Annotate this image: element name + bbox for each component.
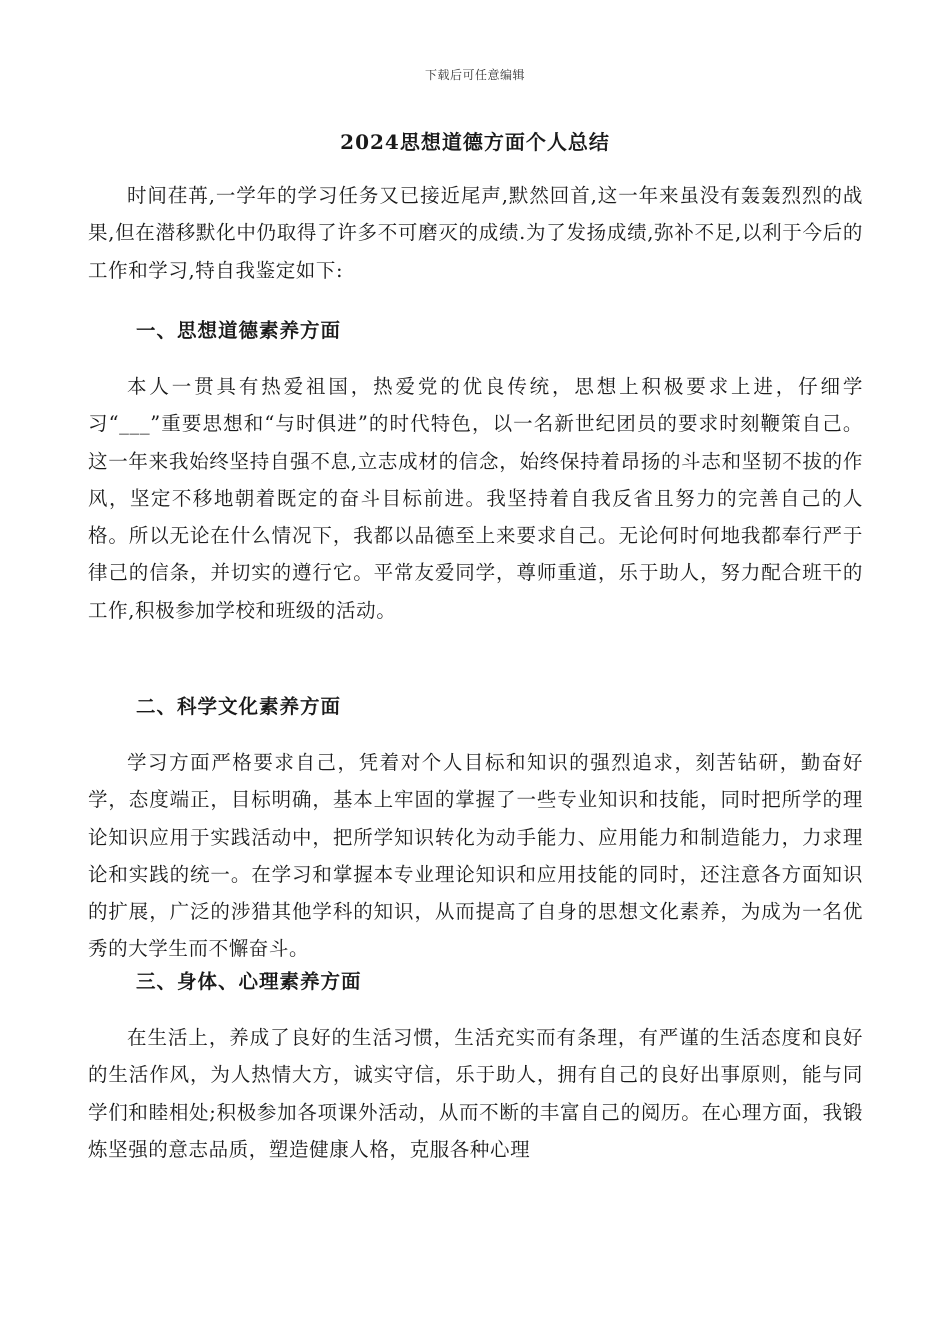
- section-heading-physical: 三、身体、心理素养方面: [136, 970, 362, 993]
- intro-paragraph: 时间荏苒,一学年的学习任务又已接近尾声,默然回首,这一年来虽没有轰轰烈烈的战果,但在潜移默化中仍取得了许多不可磨灭的成绩.为了发扬成绩,弥补不足,以利于今后的工作和学习,特自我鉴定如下:: [88, 184, 863, 282]
- section-heading-moral: 一、思想道德素养方面: [136, 319, 342, 342]
- section-heading-science: 二、科学文化素养方面: [136, 695, 342, 718]
- document-title: 2024思想道德方面个人总结: [340, 130, 610, 154]
- section-body-science: 学习方面严格要求自己，凭着对个人目标和知识的强烈追求，刻苦钻研，勤奋好学，态度端正，目标明确，基本上牢固的掌握了一些专业知识和技能，同时把所学的理论知识应用于实践活动中，把所学知识转化为动手能力、应用能力和制造能力，力求理论和实践的统一。在学习和掌握本专业理论知识和应用技能的同时，还注意各方面知识的扩展，广泛的涉猎其他学科的知识，从而提高了自身的思想文化素养，为成为一名优秀的大学生而不懈奋斗。: [88, 751, 863, 961]
- section-body-moral: 本人一贯具有热爱祖国，热爱党的优良传统，思想上积极要求上进，仔细学习“___”重要思想和“与时俱进”的时代特色，以一名新世纪团员的要求时刻鞭策自己。这一年来我始终坚持自强不息,立志成材的信念，始终保持着昂扬的斗志和坚韧不拔的作风，坚定不移地朝着既定的奋斗目标前进。我坚持着自我反省且努力的完善自己的人格。所以无论在什么情况下，我都以品德至上来要求自己。无论何时何地我都奉行严于律己的信条，并切实的遵行它。平常友爱同学，尊师重道，乐于助人，努力配合班干的工作,积极参加学校和班级的活动。: [88, 375, 863, 622]
- header-note: 下载后可任意编辑: [424, 68, 525, 82]
- section-body-physical: 在生活上，养成了良好的生活习惯，生活充实而有条理，有严谨的生活态度和良好的生活作风，为人热情大方，诚实守信，乐于助人，拥有自己的良好出事原则，能与同学们和睦相处;积极参加各项课外活动，从而不断的丰富自己的阅历。在心理方面，我锻炼坚强的意志品质，塑造健康人格，克服各种心理: [88, 1026, 863, 1161]
